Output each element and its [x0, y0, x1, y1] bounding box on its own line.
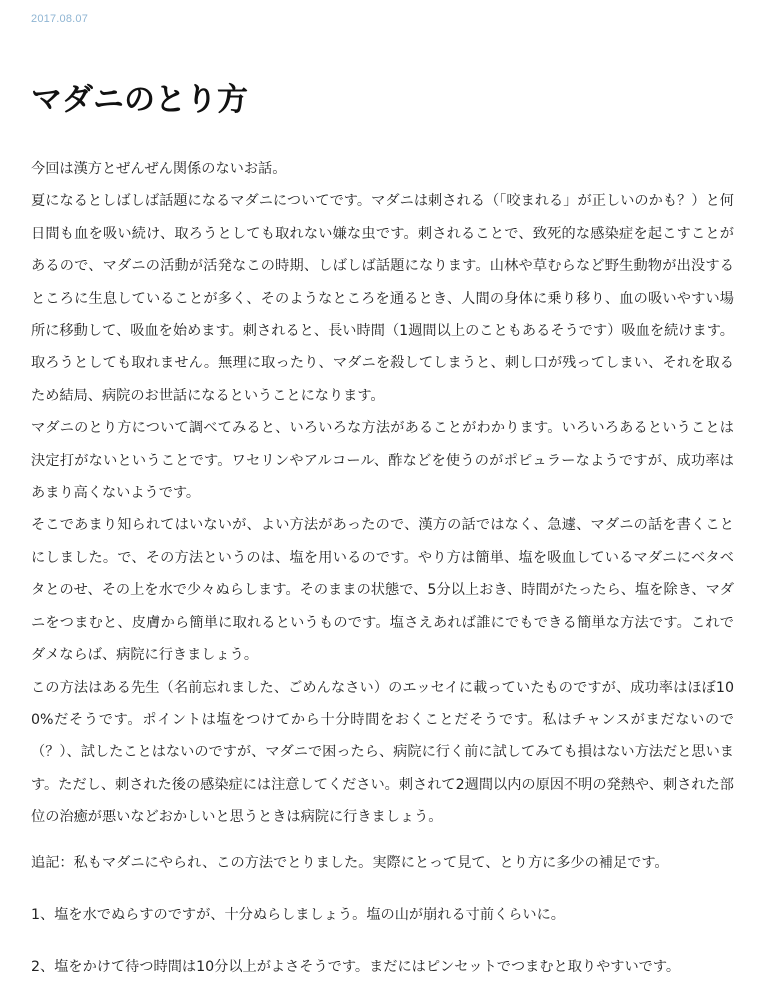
post-title: マダニのとり方: [31, 82, 248, 118]
post-date: 2017.08.07: [31, 13, 89, 25]
postscript-tip-2: 2、塩をかけて待つ時間は10分以上がよさそうです。まだにはピンセットでつまむと取りやすいです。: [31, 959, 681, 975]
paragraph-about-ticks: 夏になるとしばしば話題になるマダニについてです。マダニは刺される（「咬まれる」が正しいのかも？）と何日間も血を吸い続け、取ろうとしても取れない嫌な虫です。刺されることで、致死的な感染症を起こすことがあるので、マダニの活動が活発なこの時期、しばしば話題になります。山林や草むらなど野生動物が出没するところに生息していることが多く、そのようなところを通るとき、人間の身体に乗り移り、血の吸いやすい場所に移動して、吸血を始めます。刺されると、長い時間（1週間以上のこともあるそうです）吸血を続けます。取ろうとしても取れません。無理に取ったり、マダニを殺してしまうと、刺し口が残ってしまい、それを取るため結局、病院のお世話になるということになります。: [31, 193, 734, 404]
postscript-tip-1: 1、塩を水でぬらすのですが、十分ぬらしましょう。塩の山が崩れる寸前くらいに。: [31, 907, 565, 923]
paragraph-success-rate: この方法はある先生（名前忘れました、ごめんなさい）のエッセイに載っていたものですが、成功率はほぼ100%だそうです。ポイントは塩をつけてから十分時間をおくことだそうです。私はチャンスがまだないので（？）、試したことはないのですが、マダニで困ったら、病院に行く前に試してみても損はない方法だと思います。ただし、刺された後の感染症には注意してください。刺されて2週間以内の原因不明の発熱や、刺された部位の治癒が悪いなどおかしいと思うときは病院に行きましょう。: [31, 679, 734, 826]
paragraph-removal-methods: マダニのとり方について調べてみると、いろいろな方法があることがわかります。いろいろあるということは決定打がないということです。ワセリンやアルコール、酢などを使うのがポピュラーなようですが、成功率はあまり高くないようです。: [31, 420, 734, 502]
article-body: [31, 153, 734, 834]
paragraph-salt-method: そこであまり知られてはいないが、よい方法があったので、漢方の話ではなく、急遽、マダニの話を書くことにしました。で、その方法というのは、塩を用いるのです。やり方は簡単、塩を吸血しているマダニにベタベタとのせ、その上を水で少々ぬらします。そのままの状態で、5分以上おき、時間がたったら、塩を除き、マダニをつまむと、皮膚から簡単に取れるというものです。塩さえあれば誰にでもできる簡単な方法です。これでダメならば、病院に行きましょう。: [31, 517, 734, 664]
postscript-note: 追記：私もマダニにやられ、この方法でとりました。実際にとって見て、とり方に多少の補足です。: [31, 855, 669, 871]
paragraph-intro: 今回は漢方とぜんぜん関係のないお話。: [31, 161, 287, 177]
